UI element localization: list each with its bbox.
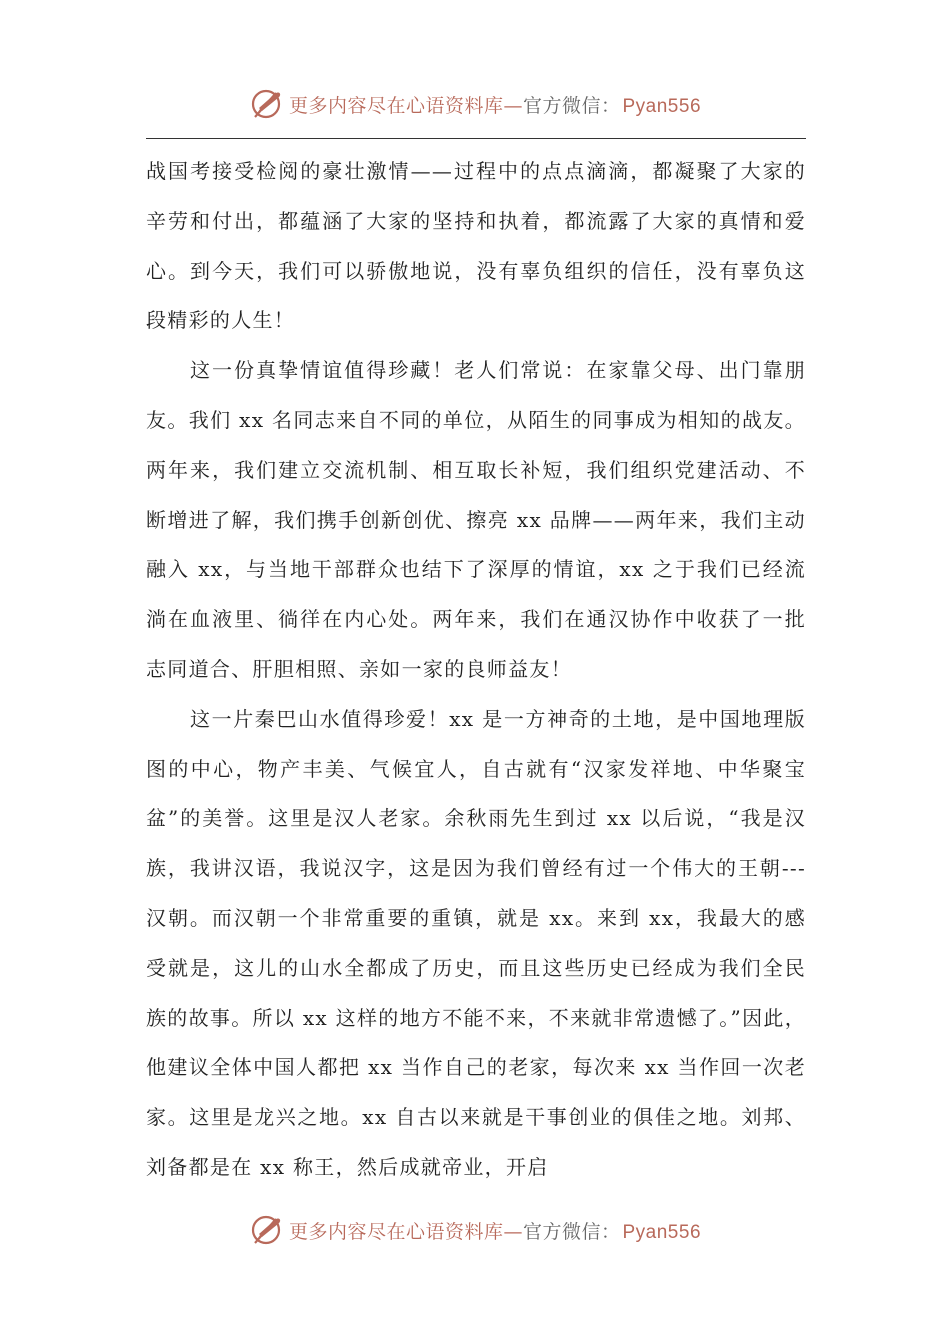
banner-wechat-label: 官方微信：	[522, 1220, 621, 1243]
header-banner	[0, 84, 950, 124]
banner-wechat-label: 官方微信：	[522, 94, 621, 117]
paragraph-3: 这一片秦巴山水值得珍爱！xx 是一方神奇的土地，是中国地理版图的中心，物产丰美、气候宜人，自古就有“汉家发祥地、中华聚宝盆”的美誉。这里是汉人老家。余秋雨先生到过 xx 以后说，“我是汉族，我讲汉语，我说汉字，这是因为我们曾经有过一个伟大的王朝---汉朝。而汉朝一个非常重要的重镇，就是 xx。来到 xx，我最大的感受就是，这儿的山水全都成了历史，而且这些历史已经成为我们全民族的故事。所以 xx 这样的地方不能不来，不来就非常遗憾了。”因此，他建议全体中国人都把 xx 当作自己的老家，每次来 xx 当作回一次老家。这里是龙兴之地。xx 自古以来就是干事创业的俱佳之地。刘邦、刘备都是在 xx 称王，然后成就帝业，开启	[146, 706, 806, 1179]
quill-pen-logo-icon	[249, 1213, 283, 1247]
banner-wechat-id: Pyan556	[622, 1221, 702, 1243]
quill-pen-logo-icon	[249, 87, 283, 121]
banner-text	[289, 1217, 701, 1244]
header-divider	[146, 138, 806, 139]
banner-wechat-id: Pyan556	[622, 95, 702, 117]
banner-main-text: 更多内容尽在心语资料库	[288, 1220, 504, 1243]
paragraph-2: 这一份真挚情谊值得珍藏！老人们常说：在家靠父母、出门靠朋友。我们 xx 名同志来自不同的单位，从陌生的同事成为相知的战友。两年来，我们建立交流机制、相互取长补短，我们组织党建活动、不断增进了解，我们携手创新创优、擦亮 xx 品牌——两年来，我们主动融入 xx，与当地干部群众也结下了深厚的情谊，xx 之于我们已经流淌在血液里、徜徉在内心处。两年来，我们在通汉协作中收获了一批志同道合、肝胆相照、亲如一家的良师益友！	[146, 358, 806, 681]
banner-text	[289, 91, 701, 118]
banner-dash: —	[503, 94, 523, 117]
footer-banner	[0, 1210, 950, 1250]
banner-dash: —	[503, 1220, 523, 1243]
banner-main-text: 更多内容尽在心语资料库	[288, 94, 504, 117]
document-body	[146, 147, 806, 1193]
paragraph-1: 战国考接受检阅的豪壮激情——过程中的点点滴滴，都凝聚了大家的辛劳和付出，都蕴涵了大家的坚持和执着，都流露了大家的真情和爱心。到今天，我们可以骄傲地说，没有辜负组织的信任，没有辜负这段精彩的人生！	[146, 159, 806, 333]
